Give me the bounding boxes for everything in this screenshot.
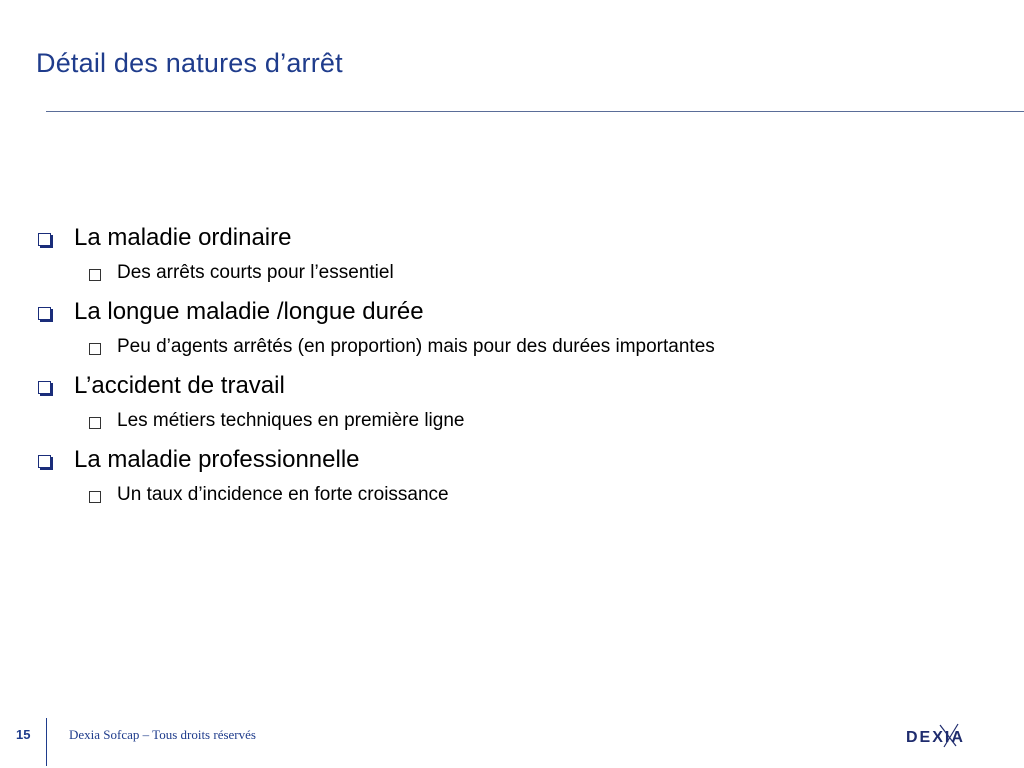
- hollow-square-bullet-icon: [89, 343, 101, 355]
- logo-wordmark: DEXIA: [906, 729, 965, 746]
- bullet-item: [38, 224, 998, 260]
- bullet-text: L’accident de travail: [74, 372, 285, 399]
- hollow-square-bullet-icon: [89, 269, 101, 281]
- bullet-list: [38, 224, 998, 520]
- square-bullet-icon: [38, 233, 51, 246]
- square-bullet-icon: [38, 381, 51, 394]
- page-number: 15: [16, 727, 31, 742]
- hollow-square-bullet-icon: [89, 417, 101, 429]
- square-bullet-icon: [38, 455, 51, 468]
- sub-bullet-text: Peu d’agents arrêtés (en proportion) mais pour des durées importantes: [117, 336, 715, 357]
- sub-bullet-text: Un taux d’incidence en forte croissance: [117, 484, 449, 505]
- footer-divider: [46, 718, 47, 766]
- bullet-text: La maladie professionnelle: [74, 446, 360, 473]
- bullet-item: [38, 298, 998, 334]
- bullet-text: La maladie ordinaire: [74, 224, 292, 251]
- sub-bullet-item: [38, 482, 998, 520]
- square-bullet-icon: [38, 307, 51, 320]
- footer-copyright: Dexia Sofcap – Tous droits réservés: [69, 727, 256, 742]
- sub-bullet-item: [38, 408, 998, 446]
- slide-title: Détail des natures d’arrêt: [36, 48, 343, 78]
- sub-bullet-item: [38, 260, 998, 298]
- hollow-square-bullet-icon: [89, 491, 101, 503]
- bullet-item: [38, 446, 998, 482]
- sub-bullet-text: Les métiers techniques en première ligne: [117, 410, 465, 431]
- sub-bullet-text: Des arrêts courts pour l’essentiel: [117, 262, 394, 283]
- bullet-text: La longue maladie /longue durée: [74, 298, 424, 325]
- sub-bullet-item: [38, 334, 998, 372]
- dexia-logo: [904, 720, 976, 750]
- title-divider: [46, 111, 1024, 112]
- bullet-item: [38, 372, 998, 408]
